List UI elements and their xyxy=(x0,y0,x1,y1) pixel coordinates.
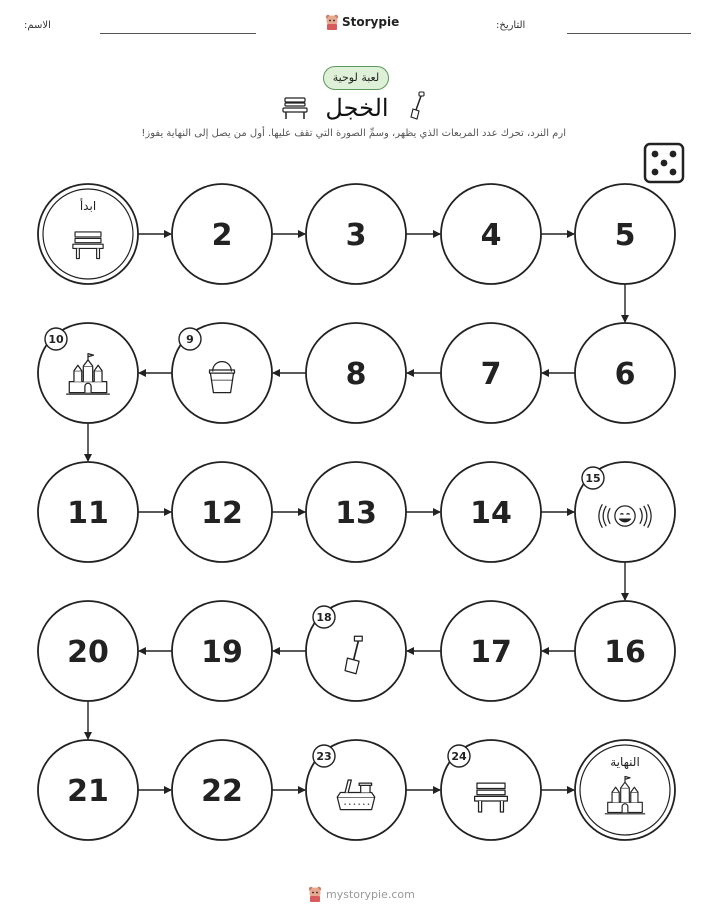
square-number: 7 xyxy=(480,357,502,392)
board-square[interactable] xyxy=(172,740,272,840)
brand-name: Storypie xyxy=(342,15,400,29)
square-number: 15 xyxy=(585,472,601,485)
square-number: 18 xyxy=(316,611,332,624)
board-square[interactable] xyxy=(38,323,138,423)
square-number: 17 xyxy=(470,635,512,670)
square-label: النهاية xyxy=(610,755,640,769)
board-square[interactable] xyxy=(306,462,406,562)
square-number: 3 xyxy=(345,218,367,253)
square-number: 12 xyxy=(201,496,243,531)
board-square[interactable] xyxy=(441,184,541,284)
finish-square[interactable] xyxy=(575,740,675,840)
board-square[interactable] xyxy=(172,462,272,562)
square-number: 4 xyxy=(480,218,502,253)
board-square[interactable] xyxy=(38,462,138,562)
name-label: الاسم: xyxy=(24,20,51,31)
bear-logo-icon xyxy=(308,886,322,902)
square-number: 6 xyxy=(614,357,636,392)
game-title: الخجل xyxy=(325,94,389,122)
square-number: 21 xyxy=(67,774,109,809)
board-square[interactable] xyxy=(441,323,541,423)
square-number: 20 xyxy=(67,635,109,670)
board-square[interactable] xyxy=(306,601,406,701)
board-square[interactable] xyxy=(441,740,541,840)
square-number: 13 xyxy=(335,496,377,531)
board-square[interactable] xyxy=(38,740,138,840)
square-number: 9 xyxy=(186,333,194,346)
square-number: 5 xyxy=(614,218,636,253)
board-square[interactable] xyxy=(441,462,541,562)
board-square[interactable] xyxy=(575,323,675,423)
square-number: 16 xyxy=(604,635,646,670)
board-square[interactable] xyxy=(38,601,138,701)
start-square[interactable] xyxy=(38,184,138,284)
board-square[interactable] xyxy=(172,184,272,284)
board-square[interactable] xyxy=(575,462,675,562)
board-square[interactable] xyxy=(306,323,406,423)
instructions-text: ارم النرد، تحرك عدد المربعات الذي يظهر، وسمِّ الصورة التي تقف عليها. أول من يصل إلى النهاية يفوز! xyxy=(141,128,566,139)
board-square[interactable] xyxy=(172,601,272,701)
square-number: 8 xyxy=(345,357,367,392)
board-square[interactable] xyxy=(575,601,675,701)
footer-site: mystorypie.com xyxy=(326,887,415,901)
board-square[interactable] xyxy=(306,184,406,284)
square-label: ابدأ xyxy=(79,199,97,213)
board-square[interactable] xyxy=(172,323,272,423)
square-number: 23 xyxy=(316,750,332,763)
board-square[interactable] xyxy=(575,184,675,284)
footer xyxy=(308,886,415,902)
board-square[interactable] xyxy=(441,601,541,701)
square-number: 10 xyxy=(48,333,64,346)
square-number: 24 xyxy=(451,750,467,763)
square-number: 14 xyxy=(470,496,512,531)
game-type-badge: لعبة لوحية xyxy=(323,66,389,90)
square-number: 22 xyxy=(201,774,243,809)
square-number: 19 xyxy=(201,635,243,670)
board-square[interactable] xyxy=(306,740,406,840)
square-number: 2 xyxy=(211,218,233,253)
square-number: 11 xyxy=(67,496,109,531)
date-label: التاريخ: xyxy=(496,20,526,31)
